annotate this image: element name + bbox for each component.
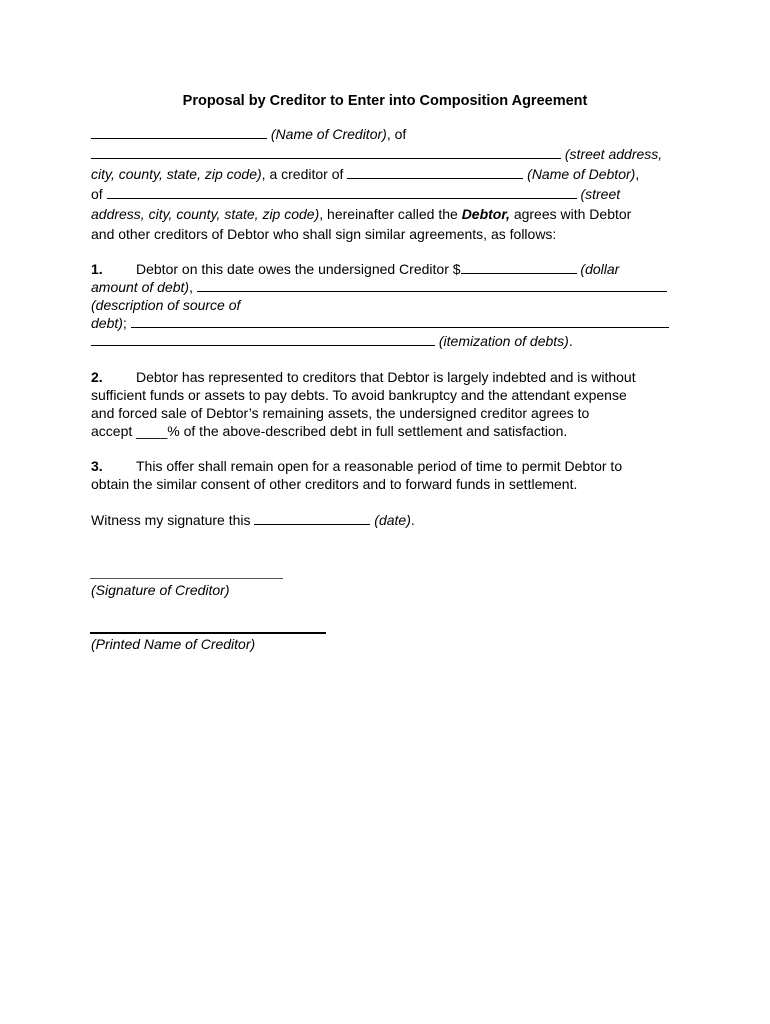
paragraph-text: Debtor has represented to creditors that Debtor is largely indebted and is without	[136, 369, 636, 385]
paragraph-text: obtain the similar consent of other creditors and to forward funds in settlement.	[91, 476, 578, 492]
paragraph-number: 3.	[91, 458, 103, 474]
street-address-label: (street address,	[564, 146, 663, 162]
date-blank	[254, 511, 370, 525]
intro-paragraph	[91, 124, 681, 244]
paragraph-text: accept ____% of the above-described debt in full settlement and satisfaction.	[91, 423, 568, 439]
name-of-creditor-label: (Name of Creditor)	[270, 126, 387, 142]
paragraph-2	[91, 368, 681, 440]
debtor-defined-term: Debtor,	[461, 206, 510, 222]
witness-text: .	[410, 512, 415, 528]
debt-label: debt)	[91, 315, 123, 331]
signature-label	[91, 580, 681, 600]
paragraph-text: This offer shall remain open for a reasonable period of time to permit Debtor to	[136, 458, 623, 474]
paragraph-text: Debtor on this date owes the undersigned Creditor $	[136, 261, 461, 277]
itemization-blank	[91, 332, 435, 346]
signature-label-text: (Signature of Creditor)	[91, 582, 230, 598]
paragraph-text: and forced sale of Debtor’s remaining assets, the undersigned creditor agrees to	[91, 405, 590, 421]
street-label: (street	[580, 186, 621, 202]
debtor-address-blank	[107, 185, 577, 199]
debt-source-blank	[131, 314, 669, 328]
creditor-name-blank	[91, 125, 267, 139]
paragraph-text: ;	[122, 315, 127, 331]
dollar-amount-blank	[461, 260, 577, 274]
intro-text: agrees with Debtor	[513, 206, 632, 222]
city-county-label: city, county, state, zip code)	[91, 166, 262, 182]
document-title: Proposal by Creditor to Enter into Composition Agreement	[182, 93, 588, 109]
paragraph-text: ,	[189, 279, 193, 295]
description-label: (description of source of	[91, 297, 241, 313]
date-label: (date)	[374, 512, 411, 528]
debt-amount-blank	[197, 278, 667, 292]
amount-of-debt-label: amount of debt)	[91, 279, 190, 295]
signature-line	[90, 578, 283, 579]
intro-text: ,	[635, 166, 640, 182]
intro-text: and other creditors of Debtor who shall sign similar agreements, as follows:	[91, 226, 557, 242]
intro-text: , of	[386, 126, 407, 142]
address-label: address, city, county, state, zip code)	[91, 206, 320, 222]
paragraph-3	[91, 457, 681, 493]
printed-name-label-text: (Printed Name of Creditor)	[91, 636, 256, 652]
intro-text: , hereinafter called the	[319, 206, 458, 222]
paragraph-1	[91, 260, 681, 350]
intro-text: , a creditor of	[261, 166, 344, 182]
itemization-label: (itemization of debts)	[438, 333, 569, 349]
paragraph-text: .	[568, 333, 573, 349]
creditor-address-blank	[91, 145, 561, 159]
dollar-label: (dollar	[580, 261, 620, 277]
printed-name-label	[91, 634, 681, 654]
witness-text: Witness my signature this	[91, 512, 251, 528]
name-of-debtor-label: (Name of Debtor)	[527, 166, 636, 182]
intro-text: of	[91, 186, 103, 202]
paragraph-number: 1.	[91, 261, 103, 277]
paragraph-number: 2.	[91, 369, 103, 385]
debtor-name-blank	[347, 165, 523, 179]
witness-line	[91, 510, 681, 530]
paragraph-text: sufficient funds or assets to pay debts. To avoid bankruptcy and the attendant expense	[91, 387, 627, 403]
